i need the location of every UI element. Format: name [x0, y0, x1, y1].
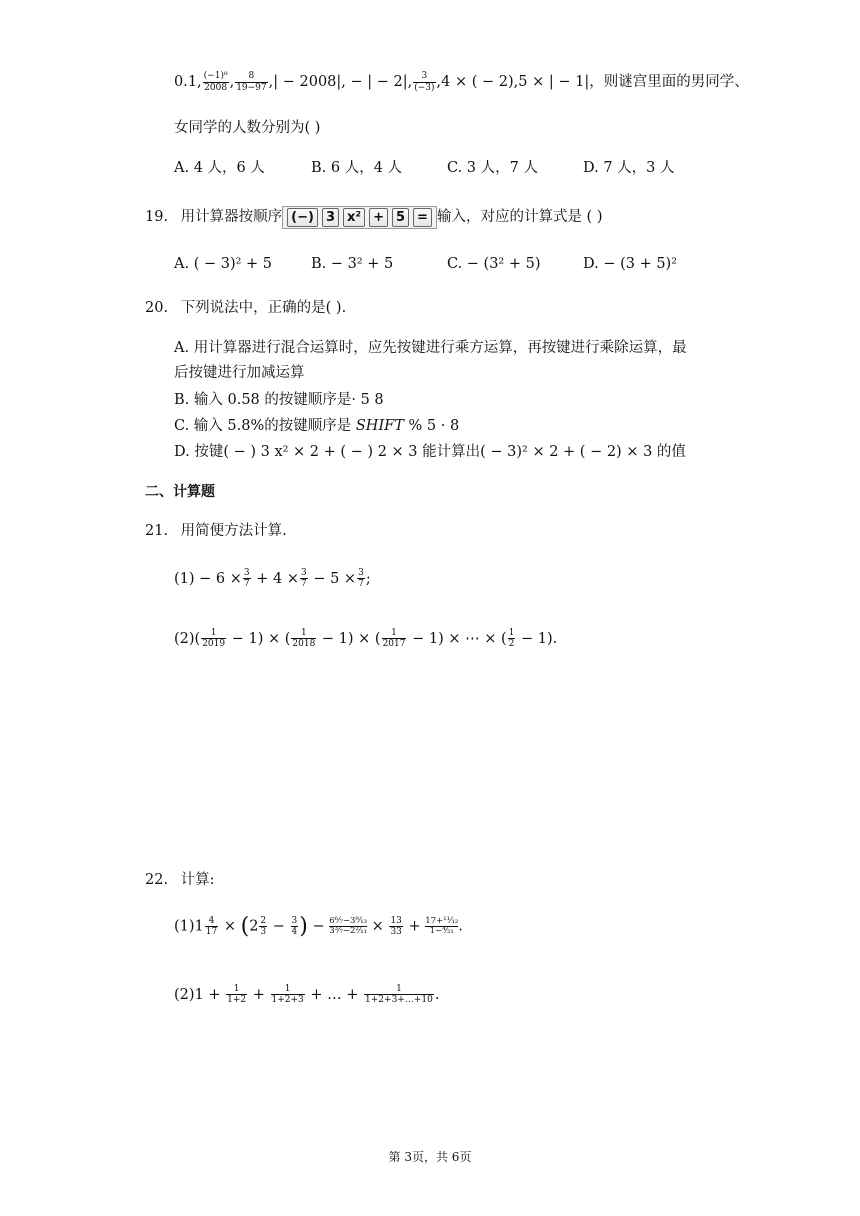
fraction — [259, 916, 267, 938]
q18-line1 — [174, 70, 749, 93]
denominator: 19−97 — [236, 82, 267, 93]
denominator: 7 — [301, 579, 307, 590]
operator: × — [371, 918, 384, 935]
q19-line — [145, 205, 603, 229]
operator: + … + — [310, 986, 359, 1003]
q21-text: − 1) × ⋯ × ( — [407, 630, 507, 647]
q20-line — [145, 296, 346, 317]
q18-sep: , — [229, 74, 235, 90]
operator: − — [312, 918, 325, 935]
q18-option-b: B. 6 人，4 人 — [311, 160, 403, 176]
q18-fraction-1 — [203, 71, 229, 93]
denominator: 1+2+3+…+10 — [365, 995, 433, 1006]
numerator: 1 — [382, 628, 407, 639]
fraction — [357, 568, 365, 590]
part-label: (2)1 + — [174, 986, 221, 1003]
fraction — [508, 628, 516, 650]
q18-fraction-2 — [235, 71, 267, 93]
question-number: 20. — [145, 300, 169, 316]
denominator: 2019 — [202, 639, 226, 650]
numerator: 2 — [260, 915, 267, 926]
operator: + — [408, 918, 421, 935]
numerator: 1 — [291, 628, 316, 639]
numerator: 3 — [243, 568, 250, 578]
denominator: 1+2 — [227, 995, 247, 1006]
denominator: 33 — [390, 927, 402, 937]
numerator: 1 — [201, 628, 226, 639]
numerator: 3 — [358, 568, 364, 578]
q19-option-c: C. − (3² + 5) — [447, 256, 541, 272]
denominator: 17 — [205, 927, 218, 937]
fraction — [201, 628, 226, 650]
numerator: 4 — [205, 916, 218, 927]
fraction — [364, 984, 434, 1006]
numerator: 3 — [291, 915, 298, 926]
q18-option-a: A. 4 人，6 人 — [174, 160, 265, 176]
part-label: (2)( — [174, 630, 201, 647]
numerator: 13 — [390, 915, 402, 926]
calc-key-negative: (−) — [287, 208, 318, 227]
fraction — [291, 628, 316, 650]
fraction — [389, 916, 402, 938]
denominator: 2008 — [204, 82, 228, 93]
q21-part2 — [174, 628, 557, 650]
q21-line — [145, 519, 287, 540]
q20-option-d: D. 按键( − ) 3 x² × 2 + ( − ) 2 × 3 能计算出( − 3)² × 2 + ( − 2) × 3 的值 — [174, 444, 686, 460]
calculator-keys-image — [282, 206, 437, 229]
numerator: 3 — [301, 568, 307, 578]
numerator: 3 — [413, 71, 435, 82]
fraction — [205, 916, 218, 938]
part-label: (1) − 6 × — [174, 570, 242, 587]
numerator: 1 — [364, 984, 434, 995]
q18-text: ,| − 2008|, − | − 2|, — [268, 74, 413, 90]
denominator: 4 — [291, 927, 298, 937]
q19-option-d: D. − (3 + 5)² — [583, 256, 678, 272]
paren: ( — [240, 914, 250, 939]
numerator: 6⁶⁄₇−3⁹⁄₁₃ — [329, 915, 368, 926]
part-label: (1)1 — [174, 918, 204, 935]
denominator: 2017 — [382, 639, 406, 650]
q21-text: − 1) × ( — [317, 630, 381, 647]
q21-text: 用简便方法计算. — [180, 523, 287, 539]
denominator: 3 — [260, 927, 267, 937]
q18-text: 0.1, — [174, 74, 202, 90]
shift-key-label: SHIFT — [355, 418, 404, 434]
complex-fraction — [425, 917, 458, 937]
fraction — [226, 984, 247, 1006]
q18-text: ,4 × ( − 2),5 × | − 1|，则谜宫里面的男同学、 — [436, 74, 749, 90]
numerator: 1 — [226, 984, 247, 995]
q22-line — [145, 868, 215, 889]
numerator: 1 — [508, 628, 515, 638]
calc-key-5: 5 — [392, 208, 409, 227]
q22-part1 — [174, 914, 463, 939]
punct: . — [434, 986, 440, 1003]
punct: . — [458, 918, 463, 935]
fraction — [300, 568, 308, 590]
operator: + — [252, 986, 265, 1003]
calc-key-equals: = — [413, 208, 432, 227]
fraction — [291, 916, 299, 938]
numerator: 17+¹¹⁄₁₂ — [425, 915, 459, 926]
q22-part2 — [174, 984, 439, 1006]
q20-option-c — [174, 414, 459, 435]
q19-text: 用计算器按顺序 — [180, 209, 283, 225]
q21-text: − 1) × ( — [227, 630, 291, 647]
denominator: 7 — [243, 579, 250, 590]
q19-option-b: B. − 3² + 5 — [311, 256, 394, 272]
denominator: 2018 — [292, 639, 316, 650]
question-number: 19. — [145, 209, 169, 225]
q18-fraction-3 — [413, 71, 435, 93]
question-number: 21. — [145, 523, 169, 539]
q18-option-c: C. 3 人，7 人 — [447, 160, 538, 176]
complex-fraction — [329, 917, 367, 937]
numerator: (−1)⁸ — [203, 71, 228, 82]
question-number: 22. — [145, 872, 169, 888]
q20-option-a-line1: A. 用计算器进行混合运算时，应先按键进行乘方运算，再按键进行乘除运算，最 — [174, 340, 687, 356]
denominator: 3³⁄₇−2²⁄₁₁ — [329, 926, 368, 936]
denominator: 2 — [508, 639, 515, 650]
operator: − — [272, 918, 285, 935]
denominator: 7 — [358, 579, 364, 590]
q21-text: ; — [365, 570, 371, 587]
q20-option-a-line2: 后按键进行加减运算 — [174, 365, 305, 381]
q19-text: 输入，对应的计算式是 ( ) — [436, 209, 603, 225]
numerator: 8 — [235, 71, 267, 82]
paren: ) — [299, 914, 308, 939]
calc-key-3: 3 — [322, 208, 339, 227]
calc-key-square: x² — [343, 208, 365, 227]
denominator: 1−⁴⁄₂₁ — [429, 926, 454, 936]
q21-text: + 4 × — [251, 570, 299, 587]
fraction — [271, 984, 305, 1006]
q22-text: 计算: — [180, 872, 215, 888]
q21-part1 — [174, 568, 371, 590]
q19-option-a: A. ( − 3)² + 5 — [174, 256, 273, 272]
q20-option-b: B. 输入 0.58 的按键顺序是· 5 8 — [174, 392, 384, 408]
q21-text: − 5 × — [308, 570, 357, 587]
numerator: 1 — [271, 984, 305, 995]
denominator: (−3) — [414, 82, 435, 93]
fraction — [243, 568, 251, 590]
q18-line2: 女同学的人数分别为( ) — [174, 120, 321, 136]
whole-number: 2 — [249, 918, 259, 935]
q18-option-d: D. 7 人，3 人 — [583, 160, 675, 176]
section-heading: 二、计算题 — [145, 484, 215, 500]
q20-option-c-text: C. 输入 5.8%的按键顺序是 — [174, 418, 356, 434]
page-footer: 第 3页，共 6页 — [388, 1150, 472, 1164]
q20-option-c-text: % 5 · 8 — [403, 418, 460, 434]
denominator: 1+2+3 — [271, 995, 304, 1006]
q20-text: 下列说法中，正确的是( ). — [180, 300, 347, 316]
calc-key-plus: + — [369, 208, 388, 227]
q21-text: − 1). — [516, 630, 558, 647]
operator: × — [223, 918, 236, 935]
fraction — [382, 628, 407, 650]
